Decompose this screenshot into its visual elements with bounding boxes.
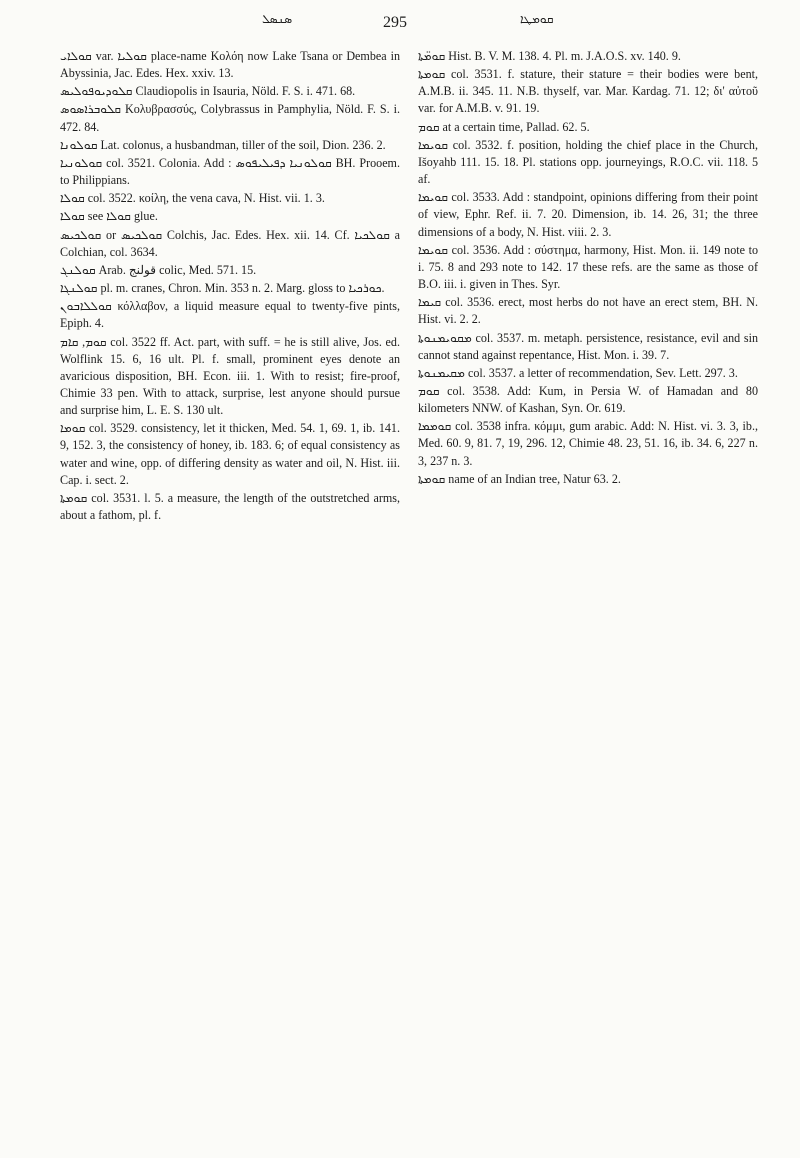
- dictionary-entry: ܩܘܠܐ see ܩܘܠܐ glue.: [60, 209, 158, 224]
- dictionary-entry: ܡܩܝܡܢܘܬܐ col. 3537. a letter of recommendation, Sev. Lett. 297. 3.: [418, 365, 738, 380]
- dictionary-entry: ܩܘܠܘܢܝܐ col. 3521. Colonia. Add : ܩܘܠܘܢܝܐ ܕܦܝܠܝܦܘܣ BH. Prooem. to Philippians.: [60, 155, 400, 188]
- dictionary-entry: ܩܠܘܒܪܐܣܘܣ Κολυβρασσύς, Colybrassus in Pamphylia, Nöld. F. S. i. 472. 84.: [60, 102, 400, 134]
- dictionary-entry: ܩܘܡܡܐ col. 3538 infra. κόμμι, gum arabic. Add: N. Hist. vi. 3. 3, ib., Med. 60. 9, 81. 7, 19, 296. 12, Chimie 48. 23, 51. 16, ib. 34. 6, 227 n. 3, 237 n. 3.: [418, 419, 758, 468]
- dictionary-entry: ܩܘܠܘܢܐ Lat. colonus, a husbandman, tiller of the soil, Dion. 236. 2.: [60, 137, 386, 152]
- dictionary-entry: ܩܘܡ̈ܬܐ Hist. B. V. M. 138. 4. Pl. m. J.A.O.S. xv. 140. 9.: [418, 49, 681, 63]
- dictionary-entry: ܩܘܡܬܐ name of an Indian tree, Natur 63. 2.: [418, 471, 621, 486]
- dictionary-entry: ܩܘܠܟܝܣ or ܩܘܠܟܝܣ Colchis, Jac. Edes. Hex. xii. 14. Cf. ܩܘܠܟܝܐ a Colchian, col. 3634.: [60, 227, 400, 259]
- dictionary-entry: ܩܘܡܐ col. 3529. consistency, let it thicken, Med. 54. 1, 69. 1, ib. 141. 9, 152. 3, the consistency of honey, ib. 183. 6; of equal consistency as water and wine, opp. of differing density as water and oil, N. Hist. iii. Cap. i. sect. 2.: [60, 421, 400, 487]
- left-column: [60, 48, 400, 525]
- header-right-word: ܩܘܡܛܐ: [520, 12, 554, 26]
- page-number: 295: [383, 14, 407, 31]
- dictionary-entry: ܩܠܘܕܝܘܦܘܠܝܣ Claudiopolis in Isauria, Nöld. F. S. i. 471. 68.: [60, 84, 356, 99]
- dictionary-entry: ܩܘܝܡܐ col. 3533. Add : standpoint, opinions differing from their point of view, Ephr. Ref. ii. 7. 20. Dimension, ib. 14. 26, 31; the three dimensions of a body, N. Hist. viii. 2. 3.: [418, 190, 758, 239]
- dictionary-entry: ܩܘܡܬܐ col. 3531. l. 5. a measure, the length of the outstretched arms, about a fathom, pl. f.: [60, 490, 400, 523]
- dictionary-entry: ܩܘܠܢܓܐ pl. m. cranes, Chron. Min. 353 n. 2. Marg. gloss to ܟܘܪܟܝܐ.: [60, 281, 385, 296]
- page-header: [0, 10, 800, 40]
- dictionary-entry: ܩܝܡܐ col. 3536. erect, most herbs do not have an erect stem, BH. N. Hist. vi. 2. 2.: [418, 295, 758, 327]
- dictionary-entry: ܩܘܠܠܐܒܘܢ κόλλαβον, a liquid measure equal to twenty-five pints, Epiph. 4.: [60, 299, 400, 331]
- dictionary-entry: ܩܘܡ, ܩܐܡ col. 3522 ff. Act. part, with suff. = he is still alive, Jos. ed. Wolflink 15. 6, 16 ult. Pl. f. small, prominent eyes denote an avaricious disposition, BH. Econ. iii. 1. With to resist; fire-proof, Chimie 33 pen. With to attack, surprise, lest anyone should pursue and surprise him, L. E. S. 130 ult.: [60, 334, 400, 418]
- dictionary-entry: ܩܘܡ col. 3538. Add: Kum, in Persia W. of Hamadan and 80 kilometers NNW. of Kashan, Syn. Or. 619.: [418, 383, 758, 416]
- dictionary-entry: ܩܘܡ at a certain time, Pallad. 62. 5.: [418, 119, 590, 134]
- dictionary-entry: ܩܘܠܐܝ var. ܩܘܠܝܐ place-name Κολόη now Lake Tsana or Dembea in Abyssinia, Jac. Edes. Hex. xxiv. 13.: [60, 49, 400, 81]
- header-left-word: ܣܢܣܠ: [262, 12, 293, 26]
- dictionary-entry: ܡܩܘܝܡܢܘܬܐ col. 3537. m. metaph. persistence, resistance, evil and sin cannot stand against repentance, Hist. Mon. i. 39. 7.: [418, 330, 758, 362]
- right-column: [418, 48, 758, 489]
- dictionary-entry: ܩܘܝܡܐ col. 3536. Add : σύστημα, harmony, Hist. Mon. ii. 149 note to i. 75. 8 and 293 note to 142. 17 these refs. are the same as those of B.O. iii. i. given in Thes. Syr.: [418, 242, 758, 292]
- dictionary-entry: ܩܘܠܢܓ Arab. قولنج colic, Med. 571. 15.: [60, 262, 257, 277]
- dictionary-entry: ܩܘܠܐ col. 3522. κοίλη, the vena cava, N. Hist. vii. 1. 3.: [60, 191, 325, 206]
- dictionary-entry: ܩܘܡܬܐ col. 3531. f. stature, their stature = their bodies were bent, A.M.B. ii. 345. 11. N.B. thyself, var. Mar. Kardag. 71. 12; δι' αὐτοῦ var. for A.M.B. v. 91. 19.: [418, 67, 758, 116]
- dictionary-entry: ܩܘܝܡܐ col. 3532. f. position, holding the chief place in the Church, Išoyahb 111. 15. 18. Pl. stations opp. journeyings, R.O.C. vii. 118. 5 af.: [418, 137, 758, 187]
